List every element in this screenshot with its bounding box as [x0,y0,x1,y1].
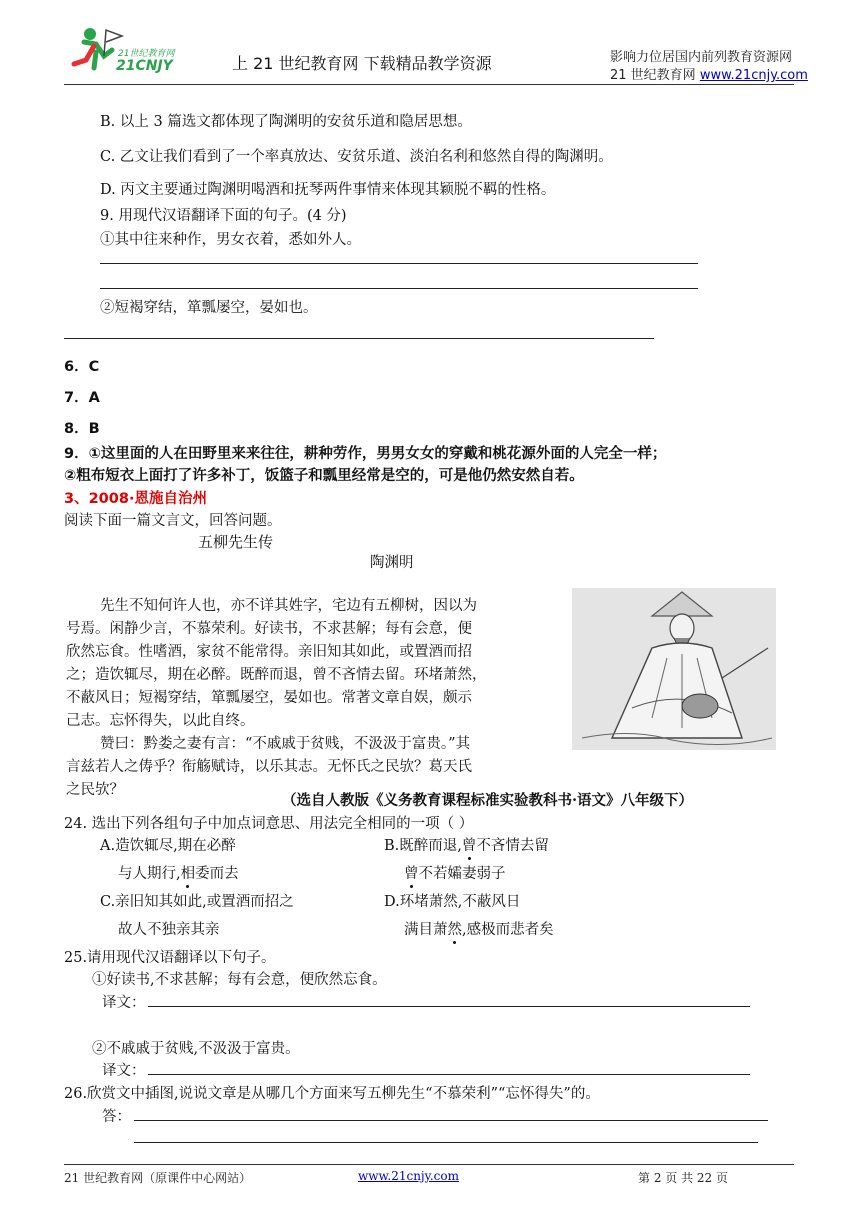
text-part: ,感极而悲者矣 [462,922,554,938]
passage-line: 之民欤？ [66,782,124,798]
answer-9-line1: 9．①这里面的人在田野里来来往往，耕种劳作，男男女女的穿戴和桃花源外面的人完全一样； [64,446,667,462]
passage-line: 之；造饮辄尽，期在必醉。既醉而退，曾不吝情去留。环堵萧然， [66,667,487,683]
header-site [610,64,808,83]
answer-blank-line [100,263,698,264]
passage-author: 陶渊明 [370,555,414,571]
footer-divider [64,1164,794,1165]
header-divider [64,84,794,85]
header-title: 上 21 世纪教育网 下载精品教学资源 [232,54,492,73]
answer-6: 6．C [64,359,100,375]
passage-line: 欣然忘食。性嗜酒，家贫不能常得。亲旧知其如此，或置酒而招 [66,644,472,660]
q24-option-d1: D.环堵萧然,不蔽风日 [384,894,521,910]
header-slogan: 影响力位居国内前列教育资源网 [610,50,793,65]
q25-label-1: 译文： [102,995,146,1011]
site-logo [66,22,186,80]
passage-line: 不蔽风日；短褐穿结，箪瓢屡空，晏如也。常著文章自娱，颇示 [66,690,472,706]
q24-option-d2 [404,918,554,939]
text-part: 委而去 [195,866,239,882]
q9-sentence-2: ②短褐穿结，箪瓢屡空，晏如也。 [100,300,318,316]
answer-8: 8．B [64,421,100,437]
answer-blank-line [100,288,698,289]
answer-blank-line [134,1120,768,1121]
answer-7: 7．A [64,390,100,406]
q25-sentence-2: ②不戚戚于贫贱,不汲汲于富贵。 [92,1041,300,1057]
logo-brand: 21CNJY [116,58,173,74]
answer-blank-line [148,1006,750,1007]
header-site-link[interactable]: www.21cnjy.com [699,68,808,83]
section-heading: 3、2008·恩施自治州 [64,491,207,507]
q24-option-c1: C.亲旧知其如此,或置酒而招之 [100,894,294,910]
q24-option-b2 [404,862,506,883]
dotted-word: 曾 [404,862,419,883]
passage-line: 先生不知何许人也，亦不详其姓字，宅边有五柳树，因以为 [100,598,477,614]
text-part: 不吝情去留 [476,838,549,854]
q9-sentence-1: ①其中往来种作，男女衣着，悉如外人。 [100,232,361,248]
logo-caption: 21世纪教育网 [118,49,175,59]
dotted-word: 然 [448,918,463,939]
passage-line: 赞曰：黔娄之妻有言：“不戚戚于贫贱，不汲汲于富贵。”其 [100,736,471,752]
passage-line: 号焉。闲静少言，不慕荣利。好读书，不求甚解；每有会意，便 [66,621,472,637]
passage-source: （选自人教版《义务教育课程标准实验教科书·语文》八年级下） [282,792,694,809]
dotted-word: 曾 [462,834,477,855]
q24-option-c2: 故人不独亲其亲 [118,922,220,938]
answer-blank-line [64,338,654,339]
q26-stem: 26.欣赏文中插图,说说文章是从哪几个方面来写五柳先生“不慕荣利”“忘怀得失”的。 [64,1086,600,1102]
header-site-prefix: 21 世纪教育网 [610,68,700,83]
q24-option-a1: A.造饮辄尽,期在必醉 [100,838,236,854]
passage-line: 己志。忘怀得失，以此自终。 [66,713,255,729]
q9-stem: 9. 用现代汉语翻译下面的句子。(4 分) [100,208,347,224]
option-c: C. 乙文让我们看到了一个率真放达、安贫乐道、淡泊名利和悠然自得的陶渊明。 [100,149,613,165]
wuliu-portrait-illustration [572,588,776,750]
text-part: 不若孀妻弱子 [418,866,506,882]
section-intro: 阅读下面一篇文言文，回答问题。 [64,513,282,529]
footer-page-number: 第 2 页 共 22 页 [638,1171,728,1185]
footer-left: 21 世纪教育网（原课件中心网站） [64,1171,252,1185]
q25-stem: 25.请用现代汉语翻译以下句子。 [64,950,276,966]
option-b: B. 以上 3 篇选文都体现了陶渊明的安贫乐道和隐居思想。 [100,114,472,130]
text-part: 与人期行, [118,866,181,882]
text-part: 满目萧 [404,922,448,938]
q25-label-2: 译文： [102,1063,146,1079]
q24-option-a2 [118,862,239,883]
option-d: D. 丙文主要通过陶渊明喝酒和抚琴两件事情来体现其颖脱不羁的性格。 [100,182,556,198]
text-part: B.既醉而退, [384,838,462,854]
passage-line: 言兹若人之俦乎？衔觞赋诗，以乐其志。无怀氏之民欤？葛天氏 [66,759,472,775]
q24-stem: 24. 选出下列各组句子中加点词意思、用法完全相同的一项（ ） [64,816,474,832]
answer-9-line2: ②粗布短衣上面打了许多补丁，饭篮子和瓢里经常是空的，可是他仍然安然自若。 [64,468,584,484]
answer-blank-line [134,1142,758,1143]
q24-option-b1 [384,834,549,855]
answer-blank-line [148,1074,750,1075]
footer-link[interactable]: www.21cnjy.com [358,1169,459,1183]
passage-title: 五柳先生传 [198,533,274,551]
q25-sentence-1: ①好读书,不求甚解；每有会意，便欣然忘食。 [92,972,387,988]
dotted-word: 相 [181,862,196,883]
q26-label: 答： [102,1109,131,1125]
